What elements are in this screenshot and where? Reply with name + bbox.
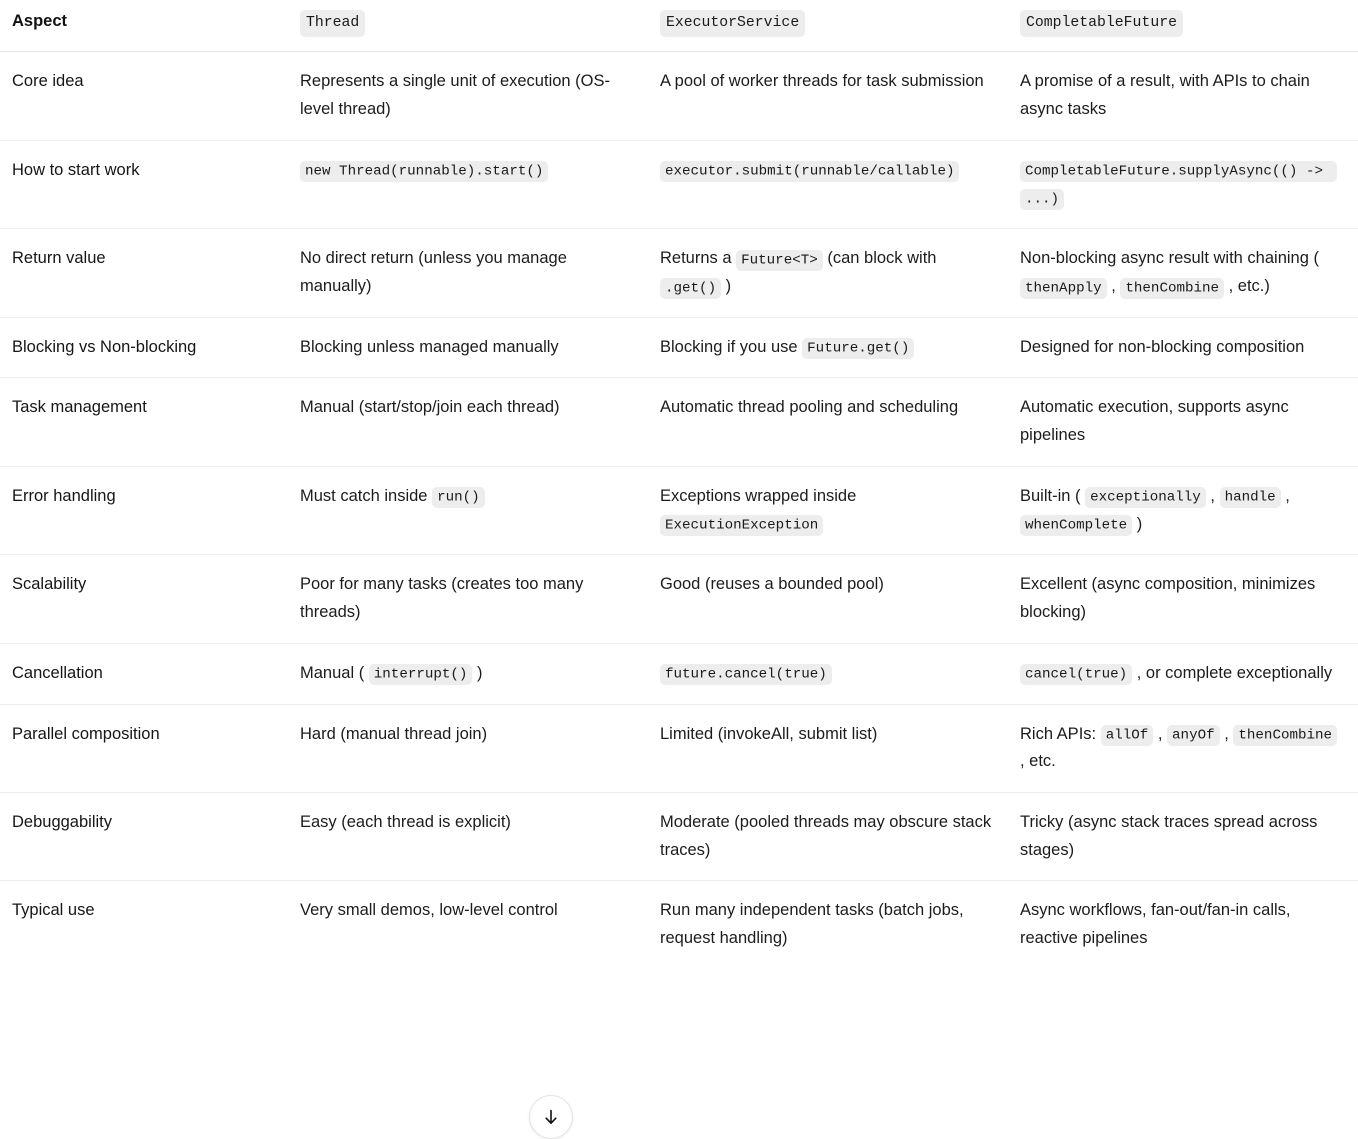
cell-executorservice: [648, 704, 1008, 792]
inline-code: cancel(true): [1020, 664, 1132, 685]
inline-code: .get(): [660, 278, 721, 299]
table-row: [0, 52, 1358, 140]
cell-executorservice: [648, 881, 1008, 969]
cell-text: Return value: [12, 249, 106, 268]
cell-text: Hard (manual thread join): [300, 724, 488, 743]
inline-code: allOf: [1101, 725, 1154, 746]
cell-text: Async workflows, fan-out/fan-in calls, reactive pipelines: [1020, 901, 1291, 948]
cell-text: Scalability: [12, 575, 87, 594]
inline-code: future.cancel(true): [660, 664, 832, 685]
column-header-thread: [288, 0, 648, 52]
cell-text: Excellent (async composition, minimizes blocking): [1020, 575, 1316, 622]
cell-aspect: [0, 466, 288, 554]
cell-text: Debuggability: [12, 812, 112, 831]
cell-executorservice: [648, 52, 1008, 140]
cell-text: Very small demos, low-level control: [300, 901, 558, 920]
cell-completablefuture: [1008, 643, 1358, 704]
scroll-to-bottom-button[interactable]: [529, 1095, 573, 1139]
cell-completablefuture: [1008, 792, 1358, 880]
cell-text: Built-in (: [1020, 486, 1086, 505]
table-row: [0, 378, 1358, 466]
cell-text: How to start work: [12, 160, 140, 179]
cell-thread: [288, 466, 648, 554]
cell-completablefuture: [1008, 881, 1358, 969]
cell-text: Non-blocking async result with chaining (: [1020, 249, 1319, 268]
cell-executorservice: [648, 317, 1008, 378]
cell-executorservice: [648, 792, 1008, 880]
cell-text: Blocking unless managed manually: [300, 337, 559, 356]
cell-text: ,: [1219, 724, 1234, 743]
cell-text: No direct return (unless you manage manually): [300, 249, 567, 296]
cell-thread: [288, 229, 648, 317]
cell-text: Blocking vs Non-blocking: [12, 337, 197, 356]
inline-code: Future.get(): [802, 338, 914, 359]
cell-thread: [288, 378, 648, 466]
table-row: [0, 317, 1358, 378]
cell-text: Exceptions wrapped inside: [660, 486, 857, 505]
cell-text: Must catch inside: [300, 486, 433, 505]
cell-text: ): [1132, 514, 1143, 533]
cell-thread: [288, 317, 648, 378]
inline-code: executor.submit(runnable/callable): [660, 161, 959, 182]
column-header-code-label: CompletableFuture: [1020, 10, 1183, 37]
cell-text: ,: [1153, 724, 1168, 743]
cell-text: Moderate (pooled threads may obscure stack traces): [660, 812, 992, 859]
inline-code: run(): [432, 487, 485, 508]
cell-aspect: [0, 881, 288, 969]
cell-completablefuture: [1008, 229, 1358, 317]
table-body: [0, 52, 1358, 969]
cell-completablefuture: [1008, 555, 1358, 643]
cell-text: Run many independent tasks (batch jobs, request handling): [660, 901, 964, 948]
cell-text: Blocking if you use: [660, 337, 803, 356]
cell-thread: [288, 52, 648, 140]
cell-text: Tricky (async stack traces spread across stages): [1020, 812, 1318, 859]
cell-executorservice: [648, 555, 1008, 643]
inline-code: exceptionally: [1085, 487, 1206, 508]
cell-aspect: [0, 704, 288, 792]
cell-aspect: [0, 229, 288, 317]
cell-text: Automatic thread pooling and scheduling: [660, 398, 959, 417]
inline-code: handle: [1220, 487, 1281, 508]
cell-text: Typical use: [12, 901, 95, 920]
column-header-aspect: Aspect: [0, 0, 288, 52]
cell-text: ,: [1280, 486, 1290, 505]
cell-text: (can block with: [822, 249, 937, 268]
table-row: [0, 555, 1358, 643]
cell-text: ,: [1205, 486, 1220, 505]
table-row: [0, 881, 1358, 969]
cell-completablefuture: [1008, 704, 1358, 792]
inline-code: Future<T>: [736, 250, 823, 271]
cell-text: ): [472, 663, 483, 682]
cell-completablefuture: [1008, 317, 1358, 378]
inline-code: new Thread(runnable).start(): [300, 161, 548, 182]
cell-text: , or complete exceptionally: [1132, 663, 1333, 682]
cell-completablefuture: [1008, 378, 1358, 466]
table-row: [0, 466, 1358, 554]
cell-thread: [288, 881, 648, 969]
cell-completablefuture: [1008, 466, 1358, 554]
table-row: [0, 140, 1358, 228]
cell-text: Manual (: [300, 663, 369, 682]
cell-executorservice: [648, 378, 1008, 466]
cell-thread: [288, 140, 648, 228]
cell-aspect: [0, 52, 288, 140]
cell-thread: [288, 792, 648, 880]
table-row: [0, 229, 1358, 317]
cell-aspect: [0, 555, 288, 643]
inline-code: thenApply: [1020, 278, 1107, 299]
cell-text: Good (reuses a bounded pool): [660, 575, 884, 594]
cell-text: Cancellation: [12, 663, 103, 682]
cell-completablefuture: [1008, 52, 1358, 140]
cell-thread: [288, 555, 648, 643]
cell-text: Easy (each thread is explicit): [300, 812, 511, 831]
table-row: [0, 643, 1358, 704]
inline-code: thenCombine: [1120, 278, 1224, 299]
cell-aspect: [0, 378, 288, 466]
arrow-down-icon: [541, 1107, 561, 1127]
cell-text: Poor for many tasks (creates too many threads): [300, 575, 584, 622]
table-row: [0, 792, 1358, 880]
inline-code: ExecutionException: [660, 515, 823, 536]
cell-thread: [288, 643, 648, 704]
inline-code: thenCombine: [1233, 725, 1337, 746]
cell-text: A promise of a result, with APIs to chain async tasks: [1020, 72, 1310, 119]
cell-text: ,: [1106, 277, 1121, 296]
cell-text: Rich APIs:: [1020, 724, 1101, 743]
inline-code: CompletableFuture.supplyAsync(() -> ...): [1020, 161, 1337, 210]
cell-aspect: [0, 643, 288, 704]
cell-thread: [288, 704, 648, 792]
cell-completablefuture: [1008, 140, 1358, 228]
inline-code: interrupt(): [369, 664, 473, 685]
cell-executorservice: [648, 140, 1008, 228]
table-header-row: [0, 0, 1358, 52]
cell-text: Limited (invokeAll, submit list): [660, 724, 878, 743]
column-header-code-label: Thread: [300, 10, 365, 37]
cell-executorservice: [648, 466, 1008, 554]
column-header-executorservice: [648, 0, 1008, 52]
cell-text: ): [721, 277, 732, 296]
cell-text: Manual (start/stop/join each thread): [300, 398, 560, 417]
cell-text: Represents a single unit of execution (OS-level thread): [300, 72, 610, 119]
cell-text: Parallel composition: [12, 724, 160, 743]
cell-aspect: [0, 317, 288, 378]
cell-executorservice: [648, 643, 1008, 704]
cell-text: Task management: [12, 398, 147, 417]
cell-executorservice: [648, 229, 1008, 317]
cell-text: Designed for non-blocking composition: [1020, 337, 1305, 356]
cell-text: Automatic execution, supports async pipelines: [1020, 398, 1289, 445]
cell-text: A pool of worker threads for task submission: [660, 72, 984, 91]
cell-aspect: [0, 140, 288, 228]
column-header-code-label: ExecutorService: [660, 10, 805, 37]
cell-text: Error handling: [12, 486, 116, 505]
column-header-completablefuture: [1008, 0, 1358, 52]
inline-code: whenComplete: [1020, 515, 1132, 536]
inline-code: anyOf: [1167, 725, 1220, 746]
cell-text: Returns a: [660, 249, 737, 268]
table-header: [0, 0, 1358, 52]
cell-text: , etc.: [1020, 752, 1056, 771]
cell-text: Core idea: [12, 72, 84, 91]
cell-text: , etc.): [1224, 277, 1270, 296]
cell-aspect: [0, 792, 288, 880]
table-row: [0, 704, 1358, 792]
